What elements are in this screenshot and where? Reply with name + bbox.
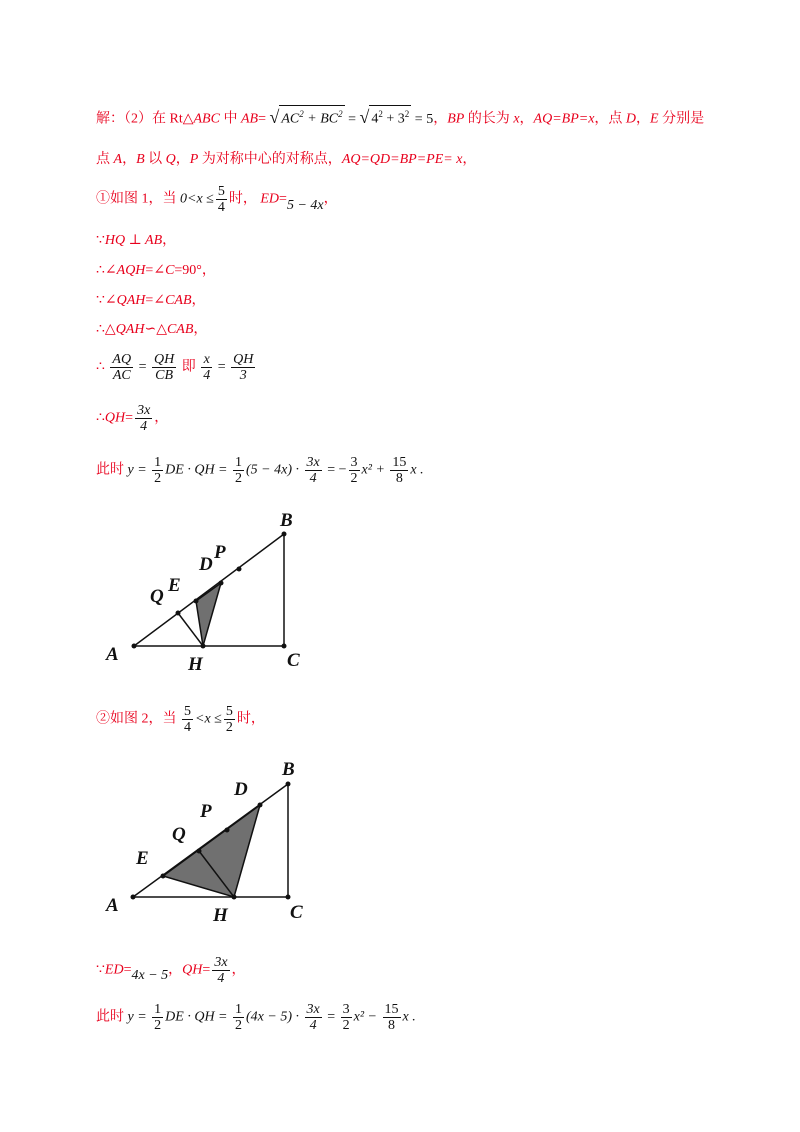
text: CAB bbox=[166, 322, 194, 337]
text: y = bbox=[127, 462, 151, 478]
text: = bbox=[279, 191, 287, 207]
text: ， bbox=[175, 152, 190, 167]
text: 1 bbox=[154, 455, 162, 470]
text: 以 bbox=[144, 152, 166, 167]
text: 中 bbox=[219, 111, 241, 127]
text: 3x bbox=[214, 955, 228, 970]
text: = bbox=[202, 962, 211, 978]
text: ， bbox=[519, 111, 534, 127]
text: 4 bbox=[309, 1018, 317, 1033]
label-b: B bbox=[280, 510, 293, 531]
text: =∠ bbox=[145, 263, 166, 278]
text: 2 bbox=[350, 471, 358, 486]
text: 2 bbox=[235, 1018, 243, 1033]
text: + BC bbox=[303, 111, 339, 127]
text: 时， bbox=[228, 191, 257, 207]
text: 3 bbox=[342, 1002, 350, 1017]
text: AC bbox=[112, 368, 131, 383]
text: BP bbox=[447, 111, 465, 127]
text: Q bbox=[165, 152, 176, 167]
fraction bbox=[383, 1002, 401, 1033]
text: x² − bbox=[353, 1009, 381, 1025]
text: = bbox=[135, 359, 150, 375]
point-b bbox=[286, 782, 291, 787]
text: x bbox=[452, 152, 463, 167]
point-a bbox=[131, 895, 136, 900]
label-e: E bbox=[168, 575, 181, 596]
text: 4 bbox=[140, 419, 148, 434]
label-q: Q bbox=[150, 586, 164, 607]
text: 2 bbox=[235, 471, 243, 486]
text: ED bbox=[260, 191, 280, 207]
text: 1 bbox=[154, 1002, 162, 1017]
label-c: C bbox=[287, 650, 300, 671]
label-b: B bbox=[282, 759, 295, 780]
text: x . bbox=[402, 1009, 416, 1025]
text: 2 bbox=[342, 1018, 350, 1033]
text: 5 bbox=[225, 704, 233, 719]
point-c bbox=[286, 895, 291, 900]
text: ， bbox=[231, 962, 246, 978]
text: AQ bbox=[112, 352, 132, 367]
text: QH bbox=[233, 352, 254, 367]
text: 3x bbox=[306, 455, 320, 470]
label-c: C bbox=[290, 902, 303, 923]
text: QAH bbox=[115, 322, 145, 337]
text: 分别是 bbox=[658, 111, 705, 127]
text: CB bbox=[155, 368, 174, 383]
text: ABC bbox=[193, 111, 220, 127]
case-2-step-2-area bbox=[96, 1002, 416, 1033]
text: 8 bbox=[388, 1018, 395, 1033]
text: ， bbox=[191, 293, 206, 308]
text: =90°， bbox=[174, 263, 216, 278]
text: ， bbox=[323, 191, 338, 207]
text: D bbox=[625, 111, 637, 127]
text: 8 bbox=[395, 471, 403, 486]
text: = 5 bbox=[411, 111, 434, 127]
text: ED bbox=[104, 962, 124, 978]
text: A bbox=[113, 152, 123, 167]
fraction bbox=[212, 955, 229, 986]
text: AQ=BP=x bbox=[533, 111, 595, 127]
text: ∵ bbox=[96, 962, 105, 978]
label-p: P bbox=[214, 542, 226, 563]
text: 3x bbox=[306, 1002, 320, 1017]
text: + 3 bbox=[382, 111, 405, 127]
text: =∠ bbox=[145, 293, 166, 308]
label-e: E bbox=[136, 848, 149, 869]
text: = bbox=[344, 111, 360, 127]
case-2-step-1 bbox=[96, 955, 246, 986]
text: ， bbox=[154, 410, 169, 426]
text: ， bbox=[462, 152, 477, 167]
text: ②如图 2，当 bbox=[96, 711, 177, 727]
point-e bbox=[161, 874, 166, 879]
text: 2 bbox=[154, 1018, 162, 1033]
point-h bbox=[232, 895, 237, 900]
text: ， bbox=[433, 111, 448, 127]
text: ， bbox=[122, 152, 137, 167]
text: QH bbox=[182, 962, 203, 978]
text: CAB bbox=[165, 293, 192, 308]
text: y = bbox=[127, 1009, 151, 1025]
text: ∽△ bbox=[144, 322, 167, 337]
text: ∴ bbox=[96, 410, 105, 426]
point-p bbox=[225, 828, 230, 833]
label-h: H bbox=[188, 654, 203, 675]
text: = bbox=[323, 1009, 339, 1025]
text: AC bbox=[281, 111, 300, 127]
fraction bbox=[305, 1002, 322, 1033]
text: 15 bbox=[392, 455, 407, 470]
text: 4 bbox=[184, 720, 191, 735]
text: 此时 bbox=[96, 1009, 128, 1025]
text: C bbox=[165, 263, 175, 278]
text: 的长为 bbox=[464, 111, 514, 127]
text: ∴∠ bbox=[96, 263, 117, 278]
text: 点 bbox=[96, 152, 114, 167]
text: DE · QH = bbox=[165, 462, 232, 478]
text: 2 bbox=[225, 720, 233, 735]
text: x bbox=[201, 352, 212, 368]
text: x² + bbox=[361, 462, 389, 478]
text: QAH bbox=[116, 293, 146, 308]
text: 5 bbox=[184, 704, 191, 719]
text: ， bbox=[636, 111, 651, 127]
text: ①如图 1，当 bbox=[96, 191, 177, 207]
text: QH bbox=[104, 410, 126, 426]
label-a: A bbox=[106, 895, 119, 916]
text: 0<x ≤ bbox=[180, 191, 214, 207]
text: = bbox=[123, 962, 132, 978]
text: 5 bbox=[217, 184, 225, 199]
text: 4 bbox=[217, 200, 225, 215]
sqrt-expression-1: √ $AC^2 + BC^2$ = √ $4^2 + 3^2 = 5$ bbox=[269, 106, 434, 127]
text: AQH bbox=[116, 263, 146, 278]
text: AQ=QD=BP=PE= bbox=[341, 152, 453, 167]
text: 此时 bbox=[96, 462, 128, 478]
text: 4 bbox=[309, 471, 317, 486]
text: ， bbox=[168, 962, 183, 978]
label-a: A bbox=[106, 644, 119, 665]
text: 3x bbox=[137, 403, 151, 418]
text: = bbox=[214, 359, 230, 375]
text: 4 bbox=[203, 368, 211, 383]
fraction bbox=[341, 1002, 352, 1033]
label-d: D bbox=[199, 554, 213, 575]
text: 为对称中心的对称点， bbox=[198, 152, 342, 167]
fraction bbox=[152, 1002, 163, 1033]
text: (5 − 4x) · bbox=[246, 462, 303, 478]
text: ， bbox=[162, 233, 177, 248]
text: x . bbox=[410, 462, 424, 478]
text: ， bbox=[193, 322, 208, 337]
text: <x ≤ bbox=[195, 711, 222, 727]
point-d bbox=[258, 803, 263, 808]
text: ∵ bbox=[96, 233, 105, 248]
text: AB bbox=[240, 111, 259, 127]
text: ∴△ bbox=[96, 322, 116, 337]
text: 15 bbox=[384, 1002, 399, 1017]
figure-2-shapes bbox=[131, 782, 291, 900]
text: x bbox=[513, 111, 520, 127]
text: 2 bbox=[154, 471, 162, 486]
text: 4 bbox=[217, 971, 225, 986]
text: ，点 bbox=[594, 111, 626, 127]
text: ∴ bbox=[96, 359, 105, 375]
label-q: Q bbox=[172, 824, 186, 845]
label-d: D bbox=[234, 779, 248, 800]
text: HQ ⊥ AB bbox=[104, 233, 163, 248]
text: 4 bbox=[371, 111, 379, 127]
text: 4x − 5 bbox=[131, 967, 169, 983]
text: DE · QH = bbox=[165, 1009, 232, 1025]
text: 即 bbox=[178, 359, 200, 375]
text: QH bbox=[154, 352, 175, 367]
text: 1 bbox=[235, 1002, 243, 1017]
point-q bbox=[197, 849, 202, 854]
text: = − bbox=[323, 462, 347, 478]
text: B bbox=[136, 152, 145, 167]
text: ∵∠ bbox=[96, 293, 117, 308]
text: 时， bbox=[236, 711, 265, 727]
text: E bbox=[650, 111, 659, 127]
text: 5 − 4x bbox=[286, 197, 324, 213]
text: 3 bbox=[350, 455, 358, 470]
label-p: P bbox=[200, 801, 212, 822]
text: (4x − 5) · bbox=[246, 1009, 303, 1025]
text: = bbox=[125, 410, 134, 426]
text: = bbox=[258, 111, 266, 127]
label-h: H bbox=[213, 905, 228, 926]
text: P bbox=[189, 152, 199, 167]
text: 1 bbox=[235, 455, 243, 470]
fraction bbox=[233, 1002, 244, 1033]
text: 解：（2）在 Rt△ bbox=[96, 111, 194, 127]
text: 3 bbox=[239, 368, 247, 383]
